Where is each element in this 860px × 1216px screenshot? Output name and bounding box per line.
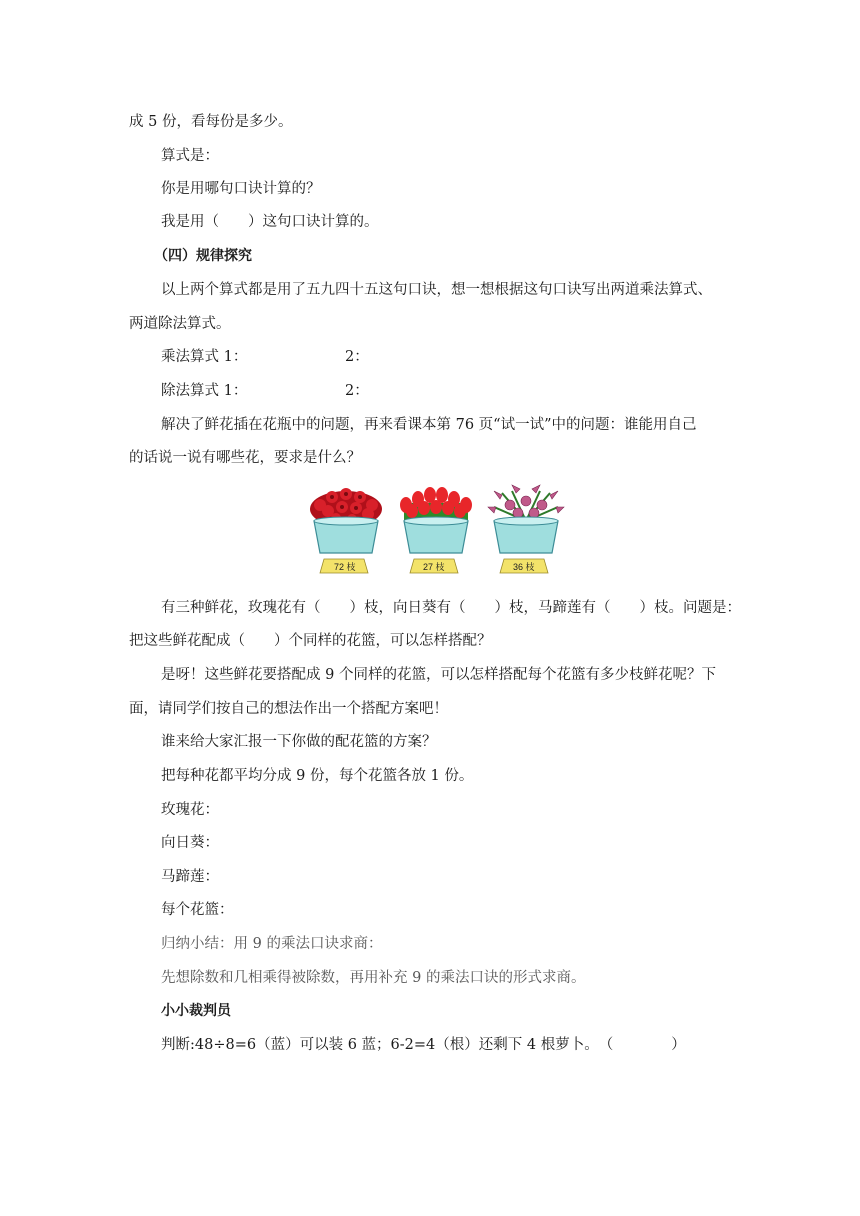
multiplication-2-label: 2：	[345, 349, 369, 365]
division-label: 除法算式 1：	[161, 383, 248, 399]
text-line: 玫瑰花：	[161, 802, 219, 818]
flower-pots-figure	[306, 483, 578, 579]
multiplication-label: 乘法算式 1：	[161, 349, 248, 365]
text-line: 是呀！这些鲜花要搭配成 9 个同样的花篮，可以怎样搭配每个花篮有多少枝鲜花呢？下	[161, 667, 716, 683]
text-line: 解决了鲜花插在花瓶中的问题，再来看课本第 76 页“试一试”中的问题：谁能用自己	[161, 417, 697, 433]
rose-pot	[310, 488, 382, 573]
text-line: 马蹄莲：	[161, 869, 219, 885]
division-2-label: 2：	[345, 383, 369, 399]
summary-line: 先想除数和几相乘得被除数，再用补充 9 的乘法口诀的形式求商。	[161, 970, 586, 986]
text-line: 判断:48÷8=6（蓝）可以装 6 蓝；6-2=4（根）还剩下 4 根萝卜。 （ ）	[161, 1037, 686, 1053]
text-line: 向日葵：	[161, 835, 219, 851]
tag-text: 27 枝	[423, 562, 445, 572]
text-line: 把每种花都平均分成 9 份，每个花篮各放 1 份。	[161, 768, 474, 784]
text-line: 面，请同学们按自己的想法作出一个搭配方案吧！	[129, 701, 448, 717]
lily-pot	[488, 485, 564, 573]
section-heading: 小小裁判员	[161, 1003, 231, 1019]
text-line: 两道除法算式。	[129, 316, 231, 332]
section-heading: （四）规律探究	[154, 248, 252, 264]
text-line: 有三种鲜花，玫瑰花有（ ）枝，向日葵有（ ）枝，马蹄莲有（ ）枝。问题是：	[161, 600, 741, 616]
text-line: 的话说一说有哪些花，要求是什么？	[129, 450, 361, 466]
text-line: 你是用哪句口诀计算的？	[161, 181, 321, 197]
text-line: 每个花篮：	[161, 902, 234, 918]
text-line: 成 5 份，看每份是多少。	[129, 114, 293, 130]
text-line: 把这些鲜花配成（ ）个同样的花篮，可以怎样搭配？	[129, 633, 492, 649]
tag-text: 36 枝	[513, 562, 535, 572]
summary-line: 归纳小结：用 9 的乘法口诀求商：	[161, 936, 383, 952]
text-line: 以上两个算式都是用了五九四十五这句口诀，想一想根据这句口诀写出两道乘法算式、	[161, 282, 712, 298]
text-line: 算式是：	[161, 148, 219, 164]
tag-text: 72 枝	[334, 562, 356, 572]
text-line: 我是用（ ）这句口诀计算的。	[161, 214, 379, 230]
tulip-pot	[400, 487, 472, 573]
text-line: 谁来给大家汇报一下你做的配花篮的方案？	[161, 734, 437, 750]
